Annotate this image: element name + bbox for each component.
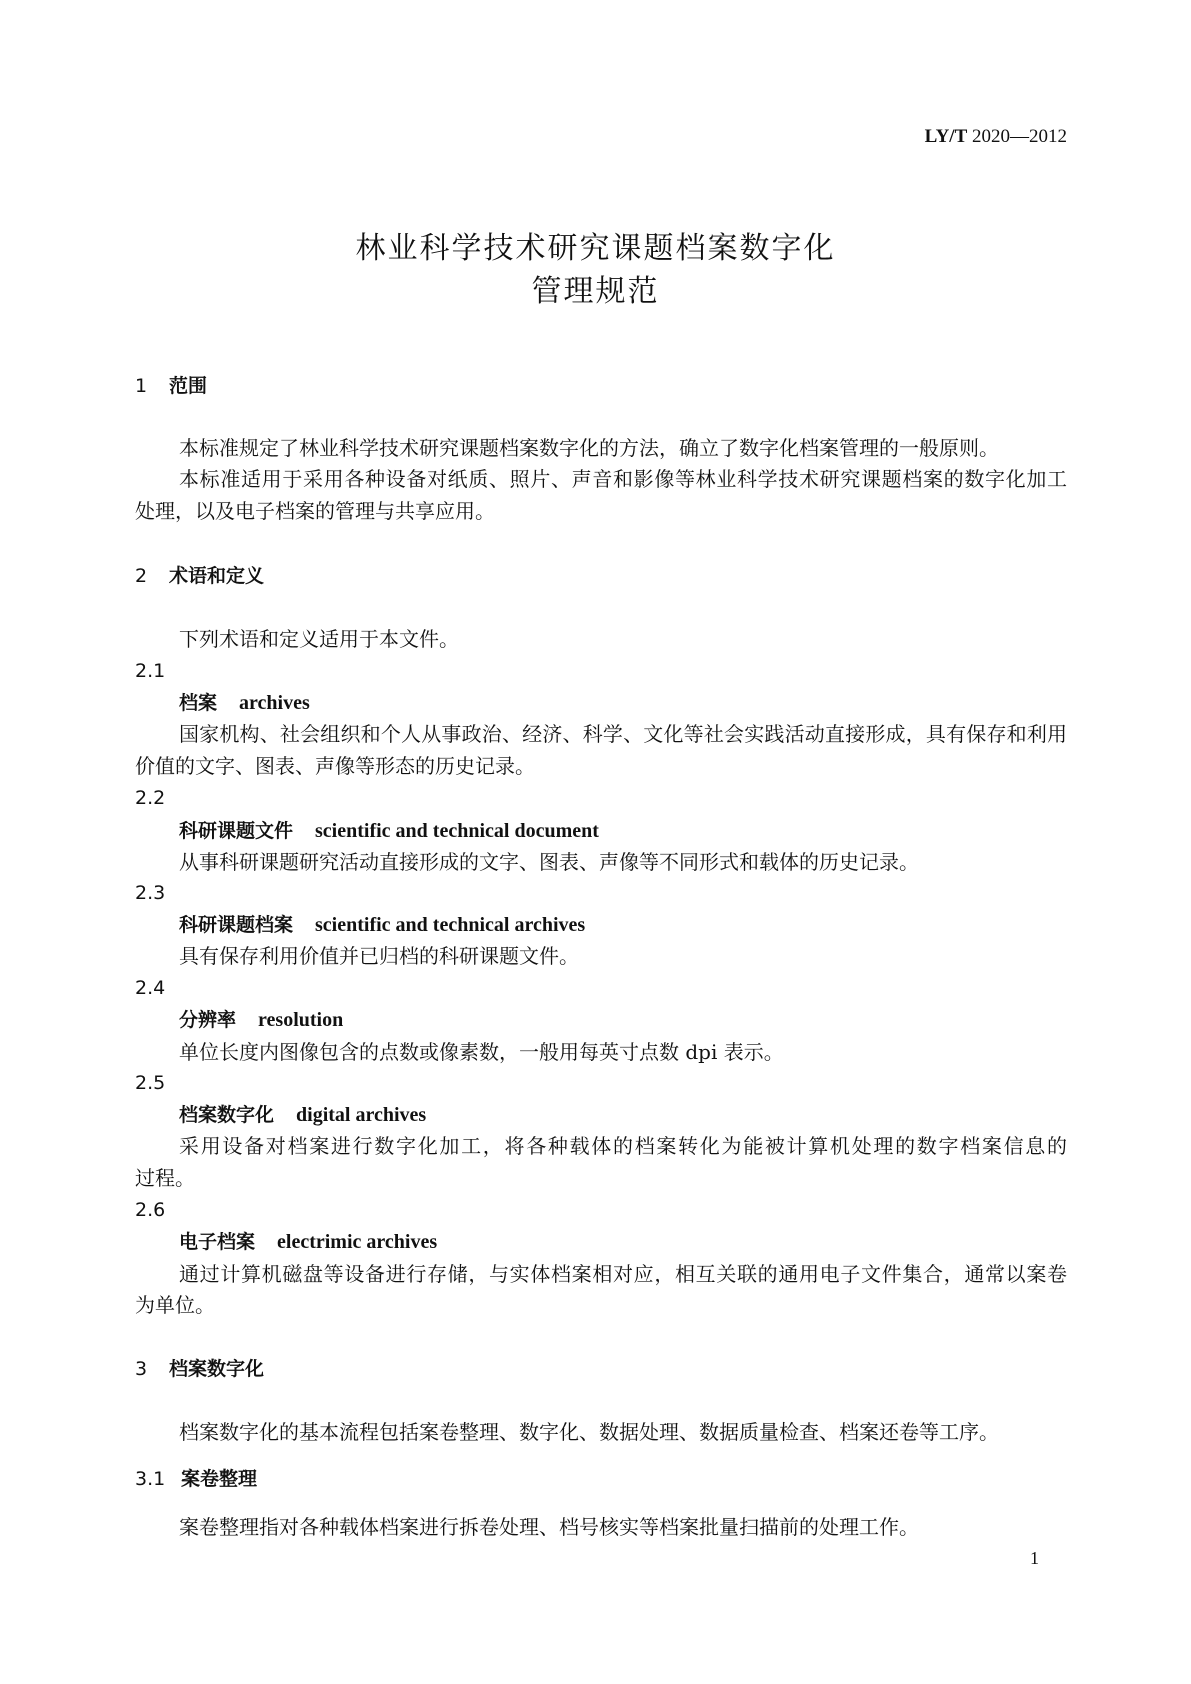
term-heading [179,1102,426,1128]
section-number: 3 [135,1358,148,1380]
term-definition: 具有保存利用价值并已归档的科研课题文件。 [179,944,579,968]
term-zh: 档案 [179,692,218,714]
section-1-heading [135,373,207,399]
page-number: 1 [1030,1548,1039,1568]
paragraph: 下列术语和定义适用于本文件。 [179,627,459,651]
term-definition-continued: 为单位。 [135,1293,215,1317]
section-2-heading [135,563,264,589]
paragraph: 案卷整理指对各种载体档案进行拆卷处理、档号核实等档案批量扫描前的处理工作。 [179,1515,919,1539]
term-number: 2.1 [135,660,166,682]
term-zh: 档案数字化 [179,1104,275,1126]
term-heading [179,690,310,716]
code-prefix: LY/T [924,126,968,147]
term-definition: 采用设备对档案进行数字化加工，将各种载体的档案转化为能被计算机处理的数字档案信息的 [179,1134,1067,1158]
subsection-title: 案卷整理 [181,1468,258,1490]
term-en: archives [239,692,310,714]
document-title-line2: 管理规范 [531,274,660,309]
term-en: scientific and technical document [315,820,599,842]
term-number: 2.2 [135,787,166,809]
term-zh: 电子档案 [179,1231,256,1253]
term-definition: 国家机构、社会组织和个人从事政治、经济、科学、文化等社会实践活动直接形成，具有保存和利用 [179,722,1067,746]
term-zh: 分辨率 [179,1009,237,1031]
section-number: 1 [135,375,148,397]
term-en: resolution [258,1009,344,1031]
term-definition: 单位长度内图像包含的点数或像素数，一般用每英寸点数 dpi 表示。 [179,1040,784,1064]
section-number: 2 [135,565,148,587]
term-number: 2.6 [135,1199,166,1221]
subsection-3-1-heading [135,1466,257,1492]
term-definition: 通过计算机磁盘等设备进行存储，与实体档案相对应，相互关联的通用电子文件集合，通常以案卷 [179,1262,1067,1286]
term-definition: 从事科研课题研究活动直接形成的文字、图表、声像等不同形式和载体的历史记录。 [179,850,919,874]
section-3-heading [135,1356,264,1382]
term-en: electrimic archives [277,1231,438,1253]
standard-code [925,126,1067,148]
term-number: 2.5 [135,1072,166,1094]
paragraph: 本标准适用于采用各种设备对纸质、照片、声音和影像等林业科学技术研究课题档案的数字化加工 [179,467,1067,491]
section-title: 档案数字化 [169,1358,265,1380]
term-heading [179,1229,437,1255]
term-en: scientific and technical archives [315,914,586,936]
section-title: 术语和定义 [169,565,265,587]
paragraph: 档案数字化的基本流程包括案卷整理、数字化、数据处理、数据质量检查、档案还卷等工序。 [179,1420,999,1444]
code-number: 2020—2012 [972,126,1067,147]
document-title-line1: 林业科学技术研究课题档案数字化 [355,231,836,266]
subsection-number: 3.1 [135,1468,166,1490]
paragraph: 本标准规定了林业科学技术研究课题档案数字化的方法，确立了数字化档案管理的一般原则。 [179,436,999,460]
term-heading [179,818,599,844]
term-definition-continued: 过程。 [135,1166,195,1190]
term-zh: 科研课题文件 [179,820,294,842]
term-number: 2.3 [135,882,166,904]
paragraph-continued: 处理，以及电子档案的管理与共享应用。 [135,499,495,523]
term-number: 2.4 [135,977,166,999]
term-heading [179,1007,343,1033]
term-zh: 科研课题档案 [179,914,294,936]
section-title: 范围 [169,375,208,397]
term-heading [179,912,585,938]
term-en: digital archives [296,1104,427,1126]
term-definition-continued: 价值的文字、图表、声像等形态的历史记录。 [135,754,535,778]
